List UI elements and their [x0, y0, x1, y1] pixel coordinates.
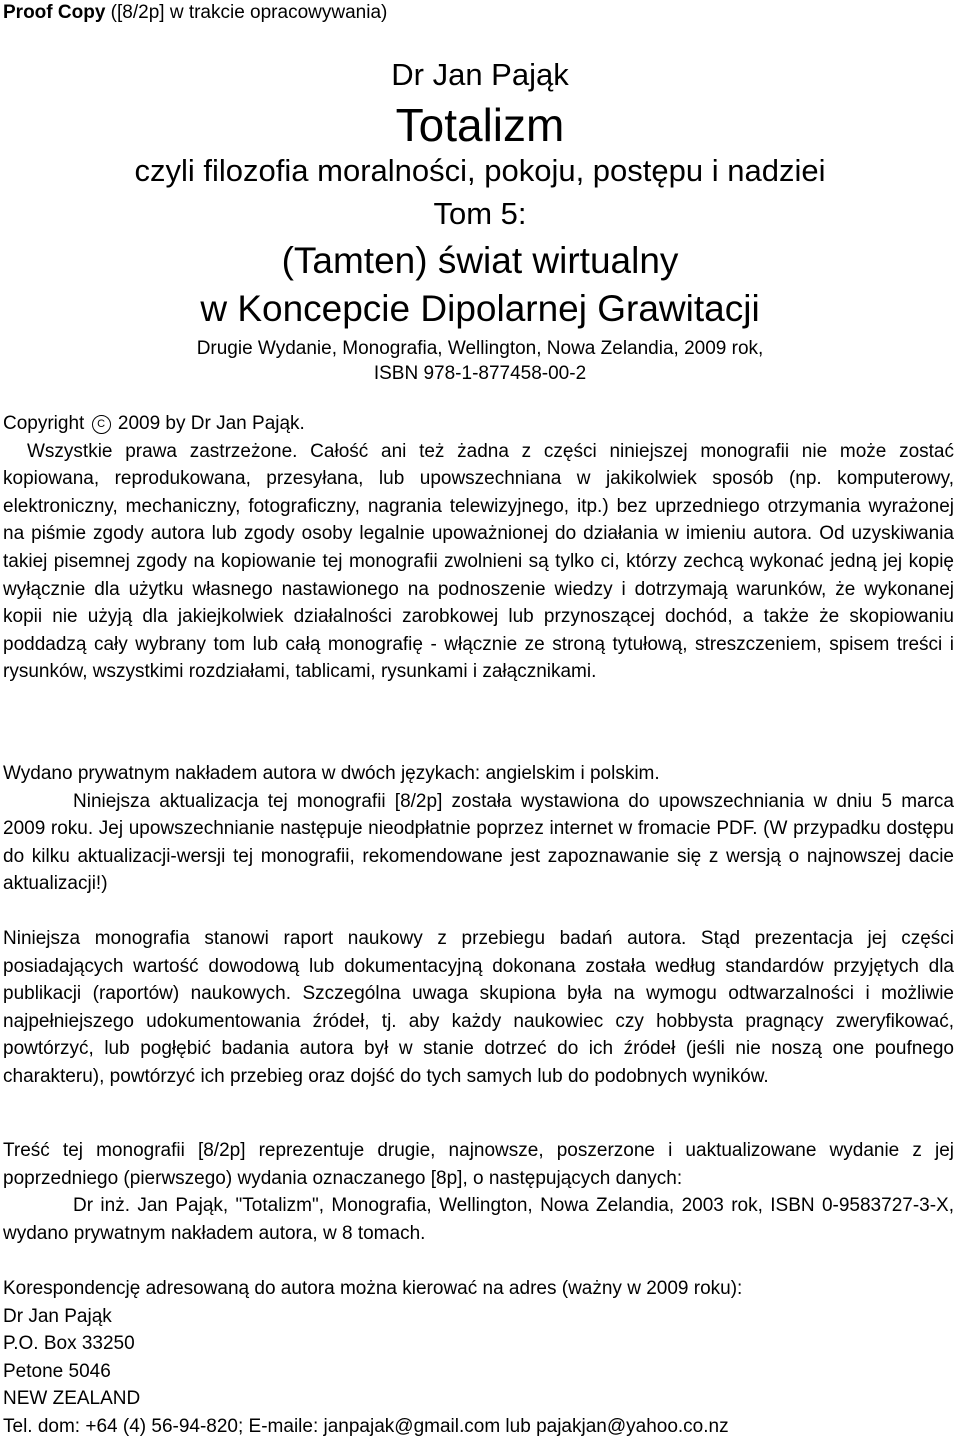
- book-author: Dr Jan Pająk: [391, 57, 569, 92]
- edition-section: [3, 1137, 954, 1247]
- edition-reference: Dr inż. Jan Pająk, "Totalizm", Monografia, Wellington, Nowa Zelandia, 2003 rok, ISBN 0-9583727-3-X, wydano prywatnym nakładem autora, w 8 tomach.: [3, 1195, 954, 1244]
- copyright-line: [3, 410, 954, 438]
- proof-copy-label: Proof Copy: [3, 2, 106, 23]
- contact-box: P.O. Box 33250: [3, 1333, 135, 1355]
- proof-copy-note: ([8/2p] w trakcie opracowywania): [105, 2, 388, 23]
- proof-copy-header: [3, 0, 387, 26]
- copyright-text: Wszystkie prawa zastrzeżone. Całość ani też żadna z części niniejszej monografii nie może zostać kopiowana, reprodukowana, przesyłana, lub upowszechniana w jakikolwiek sposób (np. komputerowy, elektroniczny, mechaniczny, fotograficzny, nagrania telewizyjnego, itp.) bez uprzedniego otrzymania wyrażonej na piśmie zgody autora lub zgody osoby legalnie upoważnionej do działania w imieniu autora. Od uzyskiwania takiej pisemnej zgody na kopiowanie tej monografii zwolnieni są tylko ci, którzy zechcą wykonać jedną jej kopię wyłącznie dla użytku własnego nastawionego na podnoszenie wiedzy i dotrzymają warunków, że wykonanej kopii nie użyją dla jakiejkolwiek działalności zarobkowej lub przynoszącej dochód, a także że skopiowaniu poddadzą cały wybrany tom lub całą monografię - włącznie ze stroną tytułową, streszczeniem, spisem treści i rysunków, wszystkimi rozdziałami, tablicami, rysunkami i załącznikami.: [3, 440, 954, 683]
- volume-number: Tom 5:: [433, 196, 527, 231]
- book-subtitle: czyli filozofia moralności, pokoju, postępu i nadziei: [134, 153, 826, 188]
- copyright-section: [3, 410, 954, 686]
- volume-title-line1: (Tamten) świat wirtualny: [281, 240, 679, 281]
- copyright-icon: C: [92, 415, 111, 434]
- contact-country: NEW ZEALAND: [3, 1388, 141, 1410]
- contact-intro: Korespondencję adresowaną do autora można kierować na adres (ważny w 2009 roku):: [3, 1278, 743, 1299]
- copyright-holder: 2009 by Dr Jan Pająk.: [112, 413, 305, 434]
- contact-city: Petone 5046: [3, 1360, 111, 1382]
- publication-section: [3, 760, 954, 898]
- report-section: [3, 925, 954, 1091]
- publication-paragraph: Niniejsza aktualizacja tej monografii [8/2p] została wystawiona do upowszechniania w dniu 5 marca 2009 roku. Jej upowszechnianie następuje nieodpłatnie poprzez internet w fromacie PDF. (W przypadku dostępu do kilku aktualizacji-wersji tej monografii, rekomendowane jest zapoznawanie się z wersją o najnowszej dacie aktualizacji!): [3, 790, 954, 895]
- book-title: Totalizm: [395, 99, 565, 151]
- volume-title-line2: w Koncepcie Dipolarnej Grawitacji: [200, 288, 760, 329]
- contact-phone-email: Tel. dom: +64 (4) 56-94-820; E-maile: janpajak@gmail.com lub pajakjan@yahoo.co.nz: [3, 1415, 729, 1437]
- isbn-line: ISBN 978-1-877458-00-2: [373, 363, 587, 384]
- contact-name: Dr Jan Pająk: [3, 1305, 112, 1327]
- contact-section: [3, 1275, 954, 1441]
- copyright-paragraph: [3, 438, 954, 686]
- copyright-prefix: Copyright: [3, 413, 90, 434]
- report-paragraph: Niniejsza monografia stanowi raport naukowy z przebiegu badań autora. Stąd prezentacja jej części posiadających wartość dowodową lub dokumentacyjną dokonana została według standardów przyjętych dla publikacji (raportów) naukowych. Szczególna uwaga skupiona była na wymogu odtwarzalności i możliwie najpełniejszego udokumentowania źródeł, tj. aby każdy naukowiec czy hobbysta pragnący zweryfikować, powtórzyć, lub pogłębić badania autora był w stanie dotrzeć do ich źródeł (jeśli nie noszą one poufnego charakteru), powtórzyć ich przebieg oraz dojść do tych samych lub do podobnych wyników.: [3, 928, 954, 1087]
- publication-line: Wydano prywatnym nakładem autora w dwóch językach: angielskim i polskim.: [3, 763, 660, 784]
- edition-line: Drugie Wydanie, Monografia, Wellington, Nowa Zelandia, 2009 rok,: [196, 338, 764, 359]
- edition-paragraph: Treść tej monografii [8/2p] reprezentuje drugie, najnowsze, poszerzone i uaktualizowane wydanie z jej poprzedniego (pierwszego) wydania oznaczanego [8p], o następujących danych:: [3, 1140, 954, 1189]
